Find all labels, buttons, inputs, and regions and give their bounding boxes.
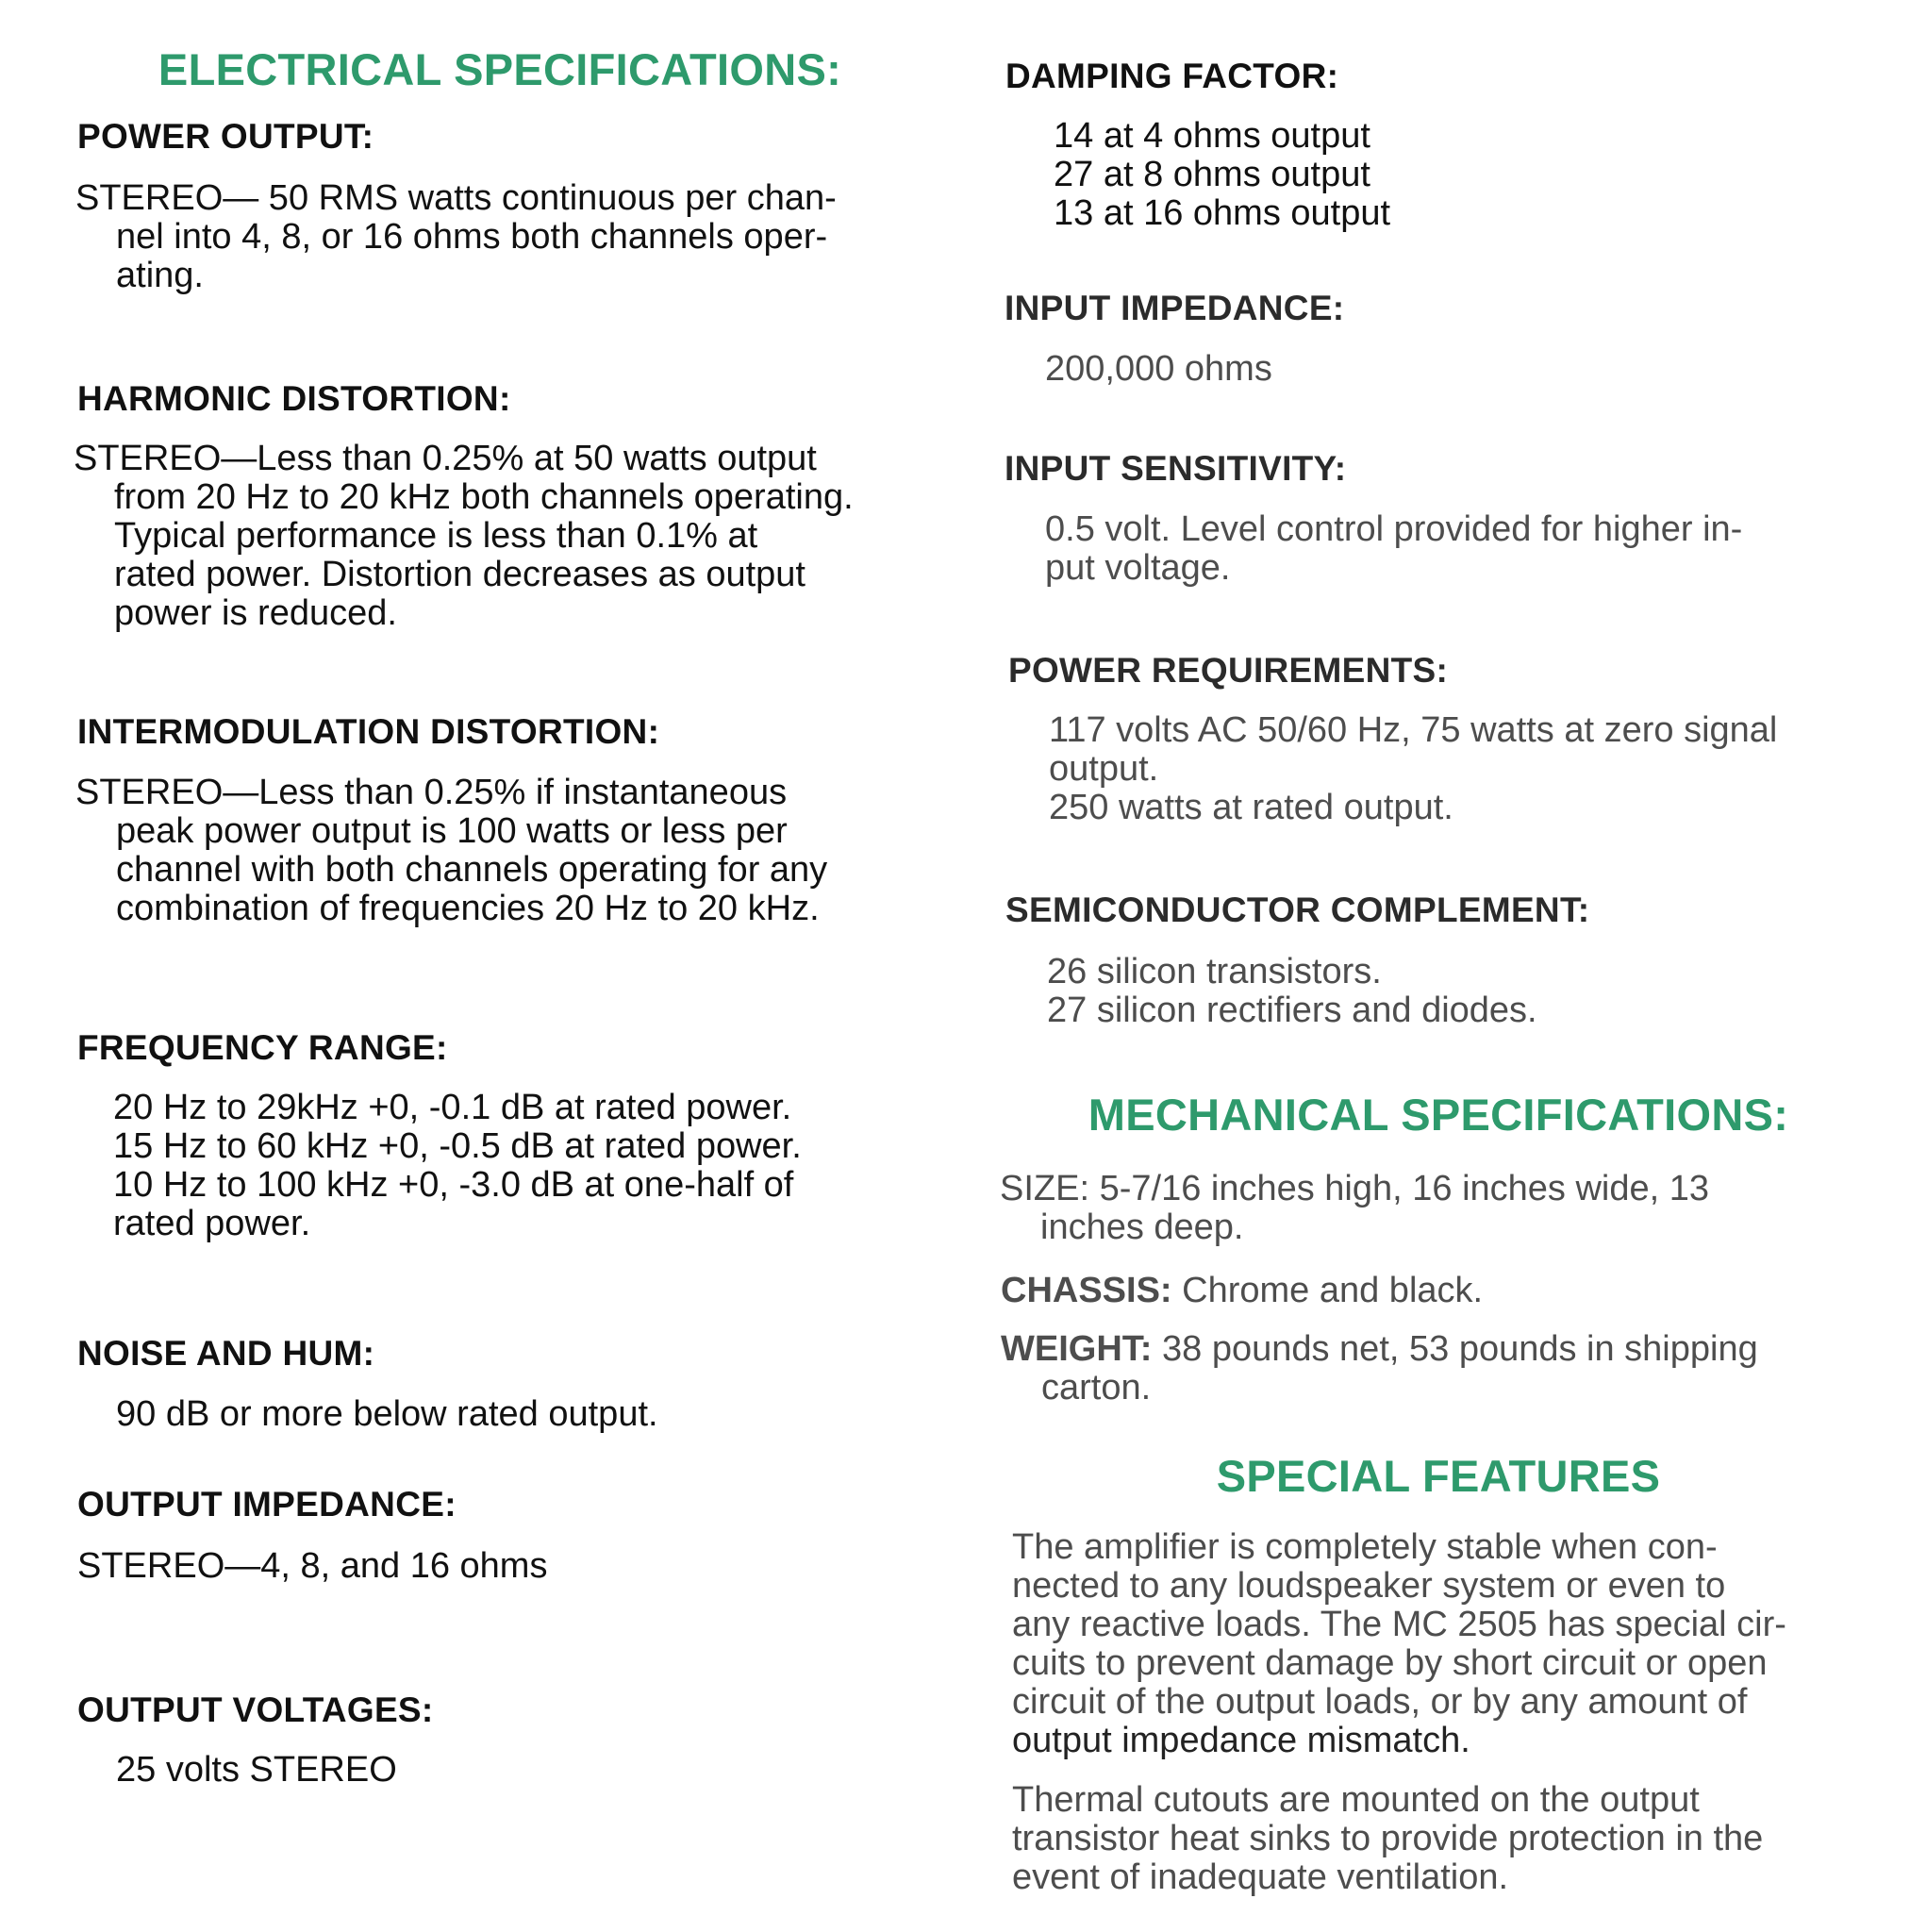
noise-hum-text: 90 dB or more below rated output.: [116, 1394, 658, 1434]
intermodulation-distortion-text: STEREO—Less than 0.25% if instantaneous peak power output is 100 watts or less per channel with both channels operating for any combination of frequencies 20 Hz to 20 kHz.: [75, 773, 828, 928]
frequency-range-heading: FREQUENCY RANGE:: [77, 1028, 448, 1067]
damping-factor-heading: DAMPING FACTOR:: [1005, 57, 1339, 95]
power-output-text: STEREO— 50 RMS watts continuous per chan- nel into 4, 8, or 16 ohms both channels oper- ating.: [75, 178, 837, 295]
weight-text: WEIGHT: 38 pounds net, 53 pounds in shipping carton.: [1001, 1329, 1758, 1407]
special-features-title: SPECIAL FEATURES: [1216, 1451, 1661, 1501]
semiconductor-complement-text: 26 silicon transistors. 27 silicon rectifiers and diodes.: [1047, 952, 1537, 1030]
power-requirements-heading: POWER REQUIREMENTS:: [1008, 651, 1449, 690]
size-label: SIZE:: [1000, 1169, 1090, 1208]
output-voltages-heading: OUTPUT VOLTAGES:: [77, 1690, 434, 1729]
harmonic-distortion-text: STEREO—Less than 0.25% at 50 watts output from 20 Hz to 20 kHz both channels operating. Typical performance is less than 0.1% at rated power. Distortion decreases as output power is reduced.: [74, 439, 854, 633]
frequency-range-text: 20 Hz to 29kHz +0, -0.1 dB at rated power. 15 Hz to 60 kHz +0, -0.5 dB at rated power. 10 Hz to 100 kHz +0, -3.0 dB at one-half of rated power.: [113, 1088, 802, 1243]
chassis-text: CHASSIS: Chrome and black.: [1001, 1271, 1484, 1310]
power-output-heading: POWER OUTPUT:: [77, 117, 374, 156]
output-impedance-text: STEREO—4, 8, and 16 ohms: [77, 1546, 548, 1586]
mechanical-specs-title: MECHANICAL SPECIFICATIONS:: [1088, 1090, 1789, 1140]
input-sensitivity-heading: INPUT SENSITIVITY:: [1005, 449, 1347, 488]
intermodulation-distortion-heading: INTERMODULATION DISTORTION:: [77, 712, 660, 751]
electrical-specs-title: ELECTRICAL SPECIFICATIONS:: [158, 44, 842, 94]
damping-factor-text: 14 at 4 ohms output 27 at 8 ohms output 13 at 16 ohms output: [1054, 116, 1391, 233]
output-voltages-text: 25 volts STEREO: [116, 1750, 397, 1790]
special-features-para-2: Thermal cutouts are mounted on the output transistor heat sinks to provide protection in the event of inadequate ventilation.: [1012, 1780, 1764, 1897]
special-features-para-1: The amplifier is completely stable when con- nected to any loudspeaker system or even to any reactive loads. The MC 2505 has special cir- cuits to prevent damage by short circuit or open circuit of the output loads, or by any amount of output impedance mismatch.: [1012, 1527, 1786, 1760]
weight-label: WEIGHT:: [1001, 1329, 1153, 1369]
chassis-label: CHASSIS:: [1001, 1271, 1172, 1310]
input-impedance-text: 200,000 ohms: [1045, 349, 1272, 389]
noise-hum-heading: NOISE AND HUM:: [77, 1334, 375, 1373]
harmonic-distortion-heading: HARMONIC DISTORTION:: [77, 379, 511, 418]
output-impedance-heading: OUTPUT IMPEDANCE:: [77, 1485, 457, 1524]
power-requirements-text: 117 volts AC 50/60 Hz, 75 watts at zero signal output. 250 watts at rated output.: [1049, 710, 1778, 827]
input-sensitivity-text: 0.5 volt. Level control provided for higher in- put voltage.: [1045, 509, 1743, 588]
input-impedance-heading: INPUT IMPEDANCE:: [1005, 289, 1345, 327]
size-text: SIZE: 5-7/16 inches high, 16 inches wide, 13 inches deep.: [1000, 1169, 1710, 1247]
semiconductor-complement-heading: SEMICONDUCTOR COMPLEMENT:: [1005, 891, 1590, 929]
